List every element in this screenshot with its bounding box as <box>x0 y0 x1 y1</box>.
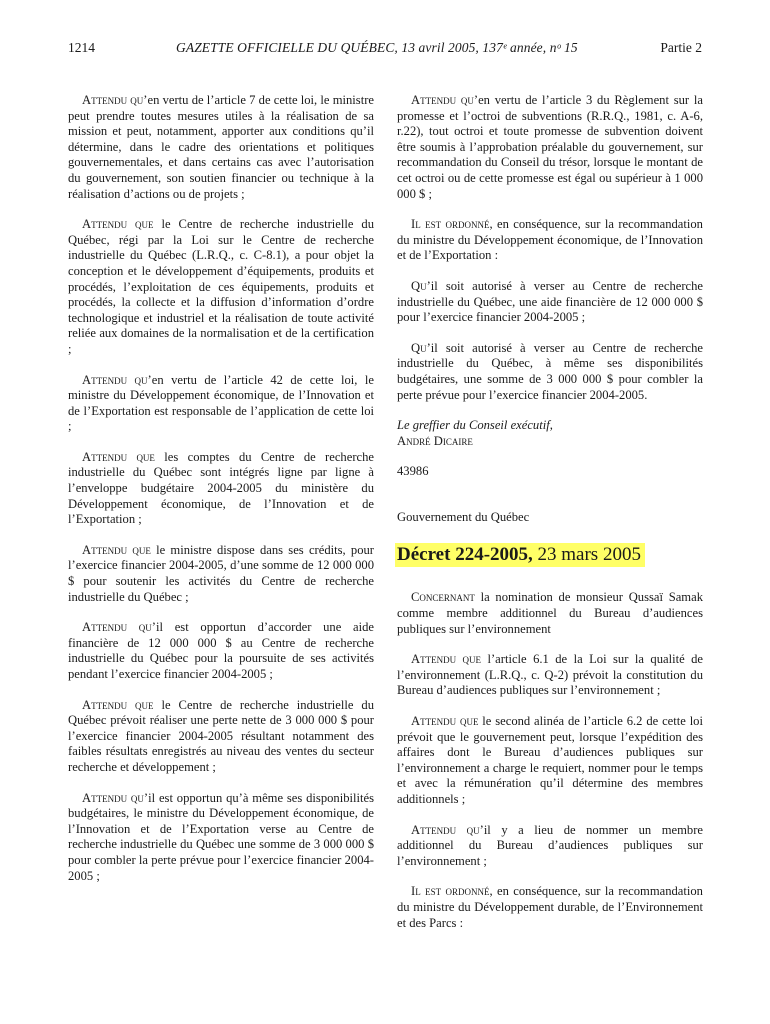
signature-name: André Dicaire <box>397 433 473 448</box>
paragraph <box>68 217 374 357</box>
paragraph-lead: Attendu que <box>82 217 154 232</box>
paragraph-lead: Attendu que <box>82 449 155 464</box>
decree-heading <box>397 543 703 575</box>
part-label: Partie 2 <box>660 40 702 55</box>
paragraph-lead: Attendu qu’ <box>82 620 156 635</box>
paragraph-text: le Centre de recherche industrielle du Québec, régi par la Loi sur le Centre de recherche industrielle du Québec (L.R.Q., c. C-8.1), a pour objet la conception et le développement d’équipements, produits et procédés, l’exploitation de ces équipements, produits et procédés, la collecte et la diffusion d’information d’ordre technologique et industriel et la réalisation de toute activité reliée aux domaines de la normalisation et de la certification ; <box>68 217 374 356</box>
paragraph-lead: Attendu qu’ <box>82 93 148 107</box>
left-column <box>68 93 374 899</box>
paragraph-text: le second alinéa de l’article 6.2 de cette loi prévoit que le gouvernement peut, lorsque l’expédition des affaires dont le Bureau d’audiences publiques sur l’environnement a charge le requiert, nommer pour le temps et avec la rémunération qu’il détermine des membres additionnels ; <box>397 714 703 806</box>
paragraph-text: le ministre dispose dans ses crédits, pour l’exercice financier 2004-2005, d’une somme de 12 000 000 $ pour soutenir les activités du Centre de recherche industrielle du Québec ; <box>68 542 375 604</box>
gazette-title: GAZETTE OFFICIELLE DU QUÉBEC, 13 avril 2005, 137ᵉ année, nᵒ 15 <box>176 40 578 55</box>
paragraph-text: le Centre de recherche industrielle du Québec prévoit réaliser une perte nette de 3 000 000 $ pour l’exercice financier 2004-2005 résultant notamment des faibles résultats enregistrés au niveau des ventes du secteur recherche et développement ; <box>68 697 374 774</box>
paragraph-lead: Attendu qu’ <box>82 372 152 387</box>
paragraph <box>397 217 703 264</box>
paragraph-text: il soit autorisé à verser au Centre de recherche industrielle du Québec, à même ses disponibilités budgétaires, une somme de 3 000 000 $ pour combler la perte prévue pour l’exercice financier 2004-2005. <box>397 340 703 402</box>
paragraph-text: , en conséquence, sur la recommandation du ministre du Développement durable, de l’Environnement et des Parcs : <box>397 884 703 930</box>
paragraph-lead: Qu’ <box>411 340 431 355</box>
paragraph <box>397 652 703 699</box>
reference-number: 43986 <box>397 464 429 479</box>
decree-number: Décret 224-2005, <box>397 544 533 566</box>
paragraph <box>397 590 703 637</box>
paragraph <box>68 93 374 202</box>
decree-title-highlight <box>395 543 645 567</box>
paragraph-text: , en conséquence, sur la recommandation du ministre du Développement économique, de l’Innovation et de l’Exportation : <box>397 217 703 263</box>
paragraph <box>397 279 703 326</box>
paragraph <box>68 543 374 605</box>
paragraph-text: il y a lieu de nommer un membre additionnel du Bureau d’audiences publiques sur l’environnement ; <box>397 822 703 868</box>
paragraph <box>68 791 374 885</box>
paragraph-text: il soit autorisé à verser au Centre de recherche industrielle du Québec, une aide financière de 12 000 000 $ pour l’exercice financier 2004-2005 ; <box>397 278 703 325</box>
page-header <box>68 40 702 58</box>
paragraph <box>68 373 374 435</box>
paragraph <box>68 450 374 528</box>
paragraph-lead: Il est ordonné <box>411 884 490 899</box>
paragraph-text: il est opportun qu’à même ses disponibilités budgétaires, le ministre du Développement économique, de l’Innovation et de l’Exportation verse au Centre de recherche industrielle du Québec une somme de 3 000 000 $ pour combler la perte prévue pour l’exercice financier 2004-2005 ; <box>68 790 374 883</box>
paragraph-text: l’article 6.1 de la Loi sur la qualité de l’environnement (L.R.Q., c. Q-2) prévoit la constitution du Bureau d’audiences publiques sur l’environnement ; <box>397 652 703 698</box>
paragraph-text: les comptes du Centre de recherche industrielle du Québec sont intégrés ligne par ligne à l’enveloppe budgétaire 2004-2005 du ministère du Développement économique, de l’Innovation et de l’Exportation ; <box>68 449 374 527</box>
signature-block <box>397 418 703 449</box>
signature-role: Le greffier du Conseil exécutif, <box>397 418 553 433</box>
right-column <box>397 93 703 946</box>
paragraph <box>397 341 703 403</box>
decree-date: 23 mars 2005 <box>532 544 641 566</box>
paragraph-text: la nomination de monsieur Qussaï Samak comme membre additionnel du Bureau d’audiences publiques sur l’environnement <box>397 590 703 636</box>
page-number: 1214 <box>68 40 95 55</box>
issuer: Gouvernement du Québec <box>397 509 530 524</box>
paragraph-text: il est opportun d’accorder une aide financière de 12 000 000 $ au Centre de recherche industrielle du Québec pour la poursuite de ses activités pendant l’exercice financier 2004-2005 ; <box>68 620 374 681</box>
paragraph-lead: Attendu que <box>411 652 482 667</box>
paragraph <box>68 620 374 682</box>
paragraph-lead: Qu’ <box>411 278 431 293</box>
paragraph <box>397 823 703 870</box>
paragraph <box>397 884 703 931</box>
paragraph-text: en vertu de l’article 42 de cette loi, le ministre du Développement économique, de l’Innovation et de l’Exportation est responsable de l’application de cette loi ; <box>68 372 374 434</box>
paragraph-text: en vertu de l’article 3 du Règlement sur la promesse et l’octroi de subventions (R.R.Q., 1981, c. A-6, r.22), tout octroi et toute promesse de subvention doivent être soumis à l’approbation préalable du gouvernement, sur recommandation du Conseil du trésor, lorsque le montant de cet octroi ou de cette promesse est égal ou supérieur à 1 000 000 $ ; <box>397 93 703 201</box>
paragraph-lead: Attendu que <box>411 714 479 729</box>
paragraph <box>397 93 703 202</box>
paragraph-lead: Attendu que <box>82 542 151 557</box>
paragraph-lead: Attendu qu’ <box>411 93 479 107</box>
paragraph-lead: Attendu qu’ <box>82 790 149 805</box>
paragraph-lead: Il est ordonné <box>411 217 490 232</box>
paragraph-lead: Attendu qu’ <box>411 822 484 837</box>
paragraph-lead: Concernant <box>411 590 475 605</box>
paragraph <box>68 698 374 776</box>
paragraph-lead: Attendu que <box>82 697 154 712</box>
paragraph-text: en vertu de l’article 7 de cette loi, le ministre peut prendre toutes mesures utiles à la réalisation de sa mission et peut, notamment, apporter aux conditions qu’il détermine, dans le cadre des orientations et politiques gouvernementales, et dans certains cas avec l’autorisation du gouvernement, son soutien financier ou technique à la réalisation d’actions ou de projets ; <box>68 93 374 201</box>
paragraph <box>397 714 703 808</box>
